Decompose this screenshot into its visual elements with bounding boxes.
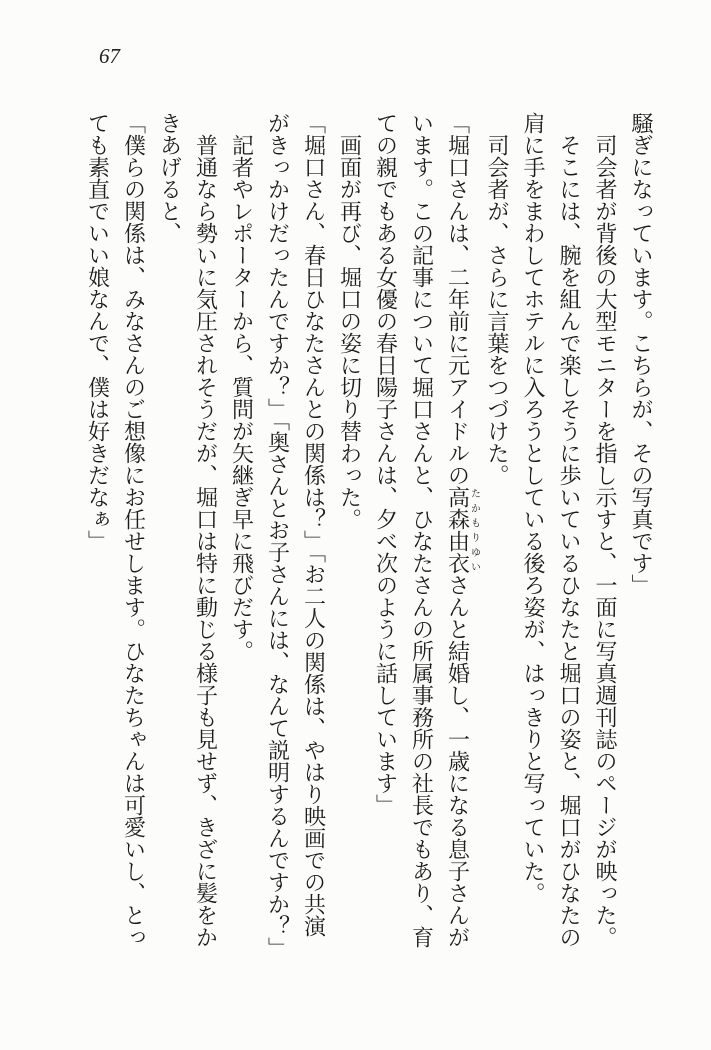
text-line: ても素直でいい娘なんで、僕は好きだなぁ」 [85,112,111,552]
ruby-text: たかもりゆい [468,486,480,574]
text-segment: さんと結婚し、一歳になる息子さんが [445,574,471,948]
text-line: います。この記事について堀口さんと、ひなたさんの所属事務所の社長でもあり、育 [409,112,435,948]
text-line-with-furigana [440,112,480,954]
text-segment: 「堀口さんは、二年前に元アイドルの [445,112,471,486]
text-line: 記者やレポーターから、質問が矢継ぎ早に飛びだす。 [229,112,255,662]
text-line: 普通なら勢いに気圧されそうだが、堀口は特に動じる様子も見せず、きざに髪をか [193,112,219,948]
text-line: 騒ぎになっています。こちらが、その写真です」 [629,112,654,596]
text-line: 「僕らの関係は、みなさんのご想像にお任せします。ひなたちゃんは可愛いし、とっ [121,112,147,948]
text-line: 画面が再び、堀口の姿に切り替わった。 [337,112,363,530]
text-line: 司会者が、さらに言葉をつづけた。 [485,112,510,486]
text-line: そこには、腕を組んで楽しそうに歩いているひなたと堀口の姿と、堀口がひなたの [557,112,582,948]
text-line: 「堀口さん、春日ひなたさんとの関係は？」「お二人の関係は、やはり映画での共演 [301,112,327,937]
vertical-text-block [80,112,660,959]
ruby-base: 高森由衣 [445,486,471,574]
text-line: ての親でもある女優の春日陽子さんは、夕べ次のように話しています」 [373,112,399,816]
furigana-ruby [445,486,480,574]
page-number: 67 [99,44,120,68]
text-line: がきっかけだったんですか？」「奥さんとお子さんには、なんて説明するんですか？」 [265,112,291,959]
text-line: 肩に手をまわしてホテルに入ろうとしている後ろ姿が、はっきりと写っていた。 [521,112,546,904]
text-line: きあげると、 [157,112,183,244]
text-line: 司会者が背後の大型モニターを指し示すと、一面に写真週刊誌のページが映った。 [593,112,618,948]
